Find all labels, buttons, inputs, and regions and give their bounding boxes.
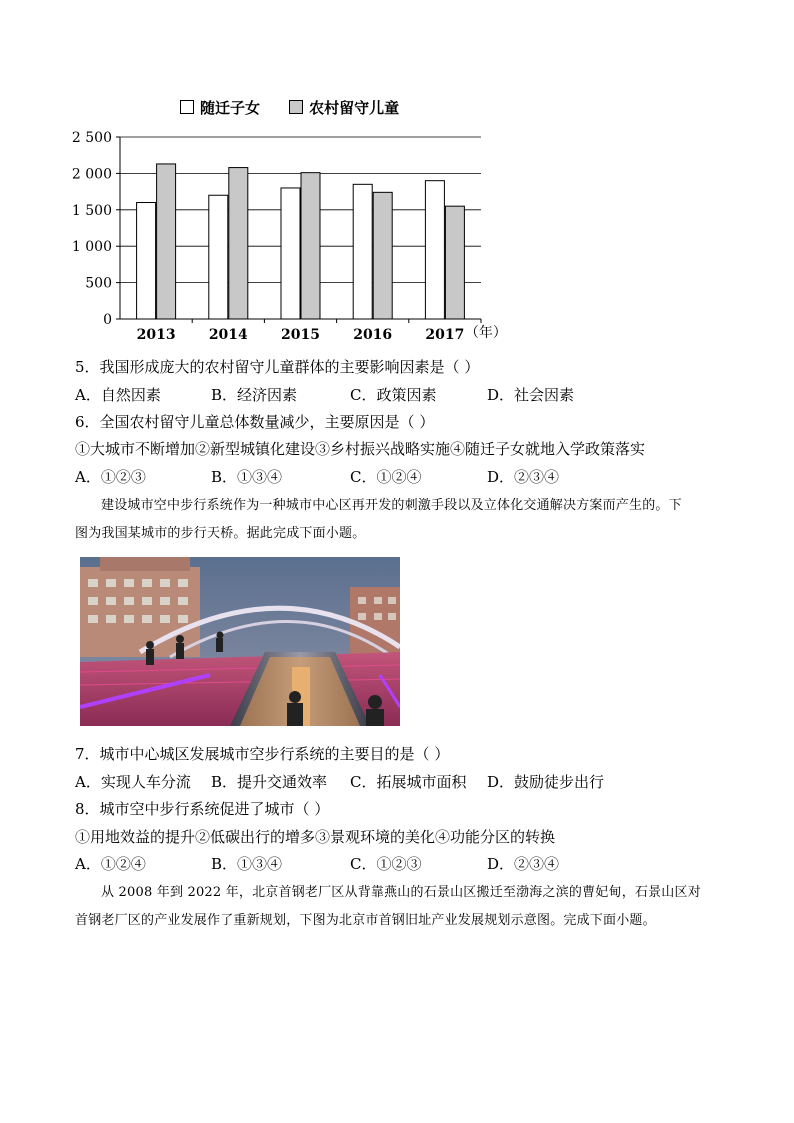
question-6-option-b: B．①③④ [211,468,283,486]
question-8-statements: ①用地效益的提升②低碳出行的增多③景观环境的美化④功能分区的转换 [75,828,556,846]
bar-liu-shou-2017 [445,206,464,319]
question-8-option-d: D．②③④ [487,855,560,873]
x-tick-label: 2015 [281,327,320,343]
legend-label: 农村留守儿童 [309,99,400,117]
bar-sui-qian-2013 [137,203,156,319]
y-tick-label: 1 500 [71,202,112,219]
question-8-option-b: B．①③④ [211,855,283,873]
question-7-option-a: A．实现人车分流 [75,773,191,791]
y-tick-label: 0 [103,312,112,328]
passage-shougang-line-1: 从 2008 年到 2022 年，北京首钢老厂区从背靠燕山的石景山区搬迁至渤海之滨的曹妃甸，石景山区对 [101,885,701,900]
question-7-option-b: B．提升交通效率 [211,773,328,791]
passage-skywalk-line-1: 建设城市空中步行系统作为一种城市中心区再开发的刺激手段以及立体化交通解决方案而产生的。下 [101,498,682,513]
bar-liu-shou-2014 [229,168,248,319]
bar-sui-qian-2014 [209,195,228,319]
question-6-statements: ①大城市不断增加②新型城镇化建设③乡村振兴战略实施④随迁子女就地入学政策落实 [75,440,646,458]
question-6-option-a: A．①②③ [75,468,146,486]
legend-swatch-gray [289,100,303,114]
question-7-option-c: C．拓展城市面积 [350,773,467,791]
question-5-stem: 5．我国形成庞大的农村留守儿童群体的主要影响因素是（ ） [75,358,480,376]
question-7-stem: 7．城市中心城区发展城市空步行系统的主要目的是（ ） [75,745,450,763]
legend-label: 随迁子女 [200,99,261,117]
bar-sui-qian-2016 [353,184,372,319]
chart-legend [180,97,399,118]
bar-sui-qian-2015 [281,188,300,319]
question-6-option-c: C．①②④ [350,468,422,486]
question-8-option-c: C．①②③ [350,855,422,873]
question-7-option-d: D．鼓励徒步出行 [487,773,605,791]
passage-shougang-line-2: 首钢老厂区的产业发展作了重新规划，下图为北京市首钢旧址产业发展规划示意图。完成下面小题。 [75,913,656,928]
x-tick-label: 2013 [136,327,176,343]
x-tick-label: 2017 [425,327,465,343]
bar-liu-shou-2013 [157,164,176,319]
question-5-option-d: D．社会因素 [487,386,575,404]
pedestrian-bridge-photo [80,557,400,726]
y-tick-label: 2 500 [71,130,112,146]
bar-liu-shou-2015 [301,173,320,319]
bar-liu-shou-2016 [373,192,392,319]
x-axis-unit: （年） [464,325,507,341]
passage-skywalk-line-2: 图为我国某城市的步行天桥。据此完成下面小题。 [75,526,366,541]
x-tick-label: 2014 [208,327,248,343]
question-5-option-b: B．经济因素 [211,386,298,404]
y-tick-label: 1 000 [71,239,112,256]
x-tick-label: 2016 [353,327,393,343]
question-5-option-c: C．政策因素 [350,386,437,404]
legend-item-series-2 [289,98,399,117]
legend-swatch-white [180,100,194,114]
question-6-stem: 6．全国农村留守儿童总体数量减少，主要原因是（ ） [75,413,435,431]
bar-chart [60,125,520,350]
y-tick-label: 500 [85,275,112,292]
bar-sui-qian-2017 [425,181,444,319]
question-5-option-a: A．自然因素 [75,386,161,404]
question-8-stem: 8．城市空中步行系统促进了城市（ ） [75,800,330,818]
y-tick-label: 2 000 [71,166,112,183]
question-6-option-d: D．②③④ [487,468,560,486]
question-8-option-a: A．①②④ [75,855,146,873]
legend-item-series-1 [180,98,265,117]
